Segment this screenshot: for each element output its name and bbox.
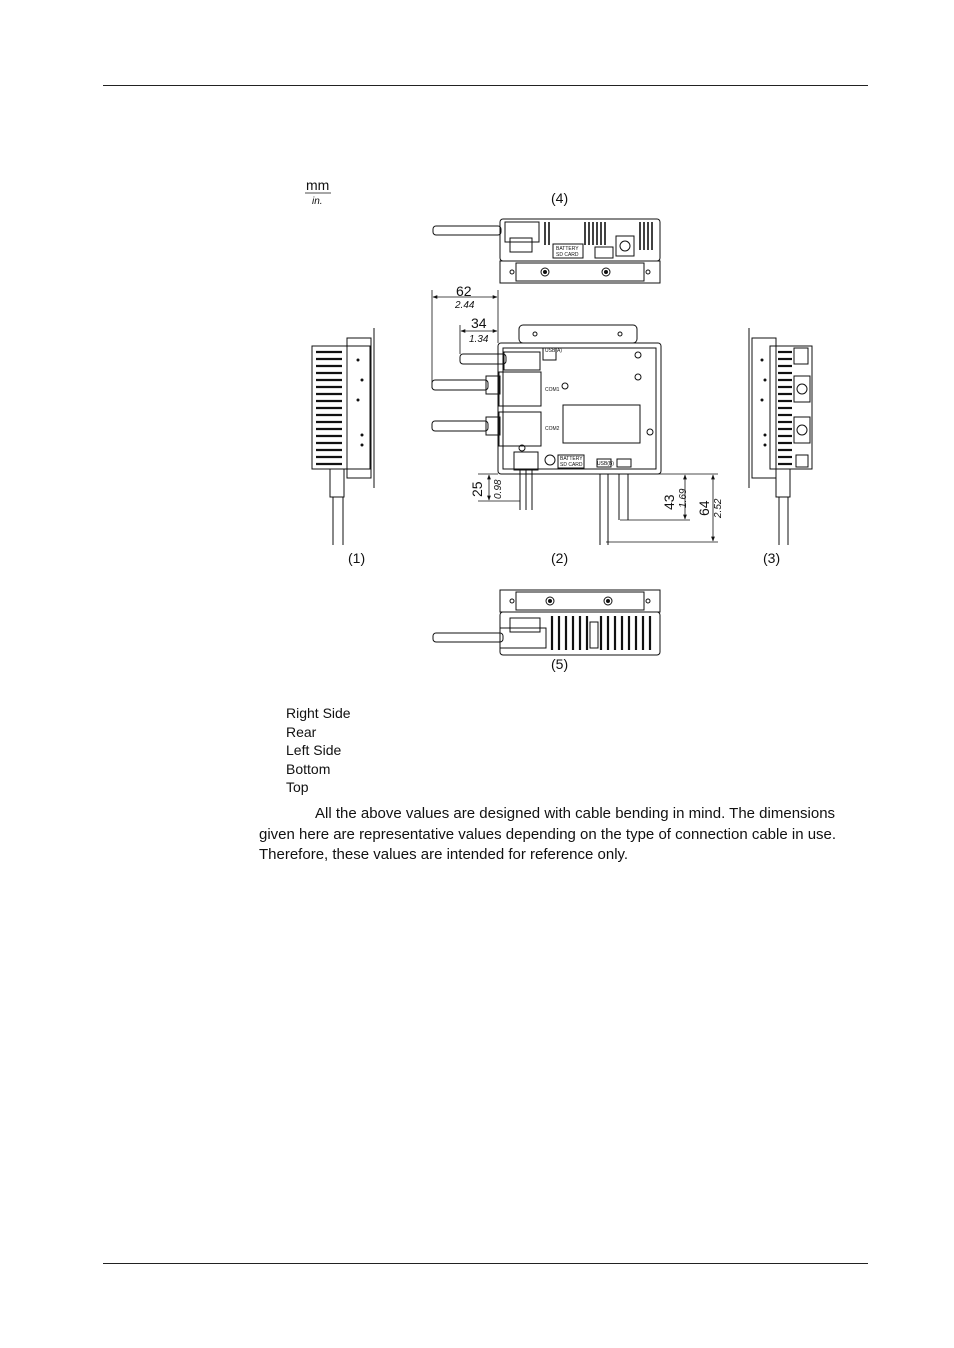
battery-marking: BATTERY <box>560 456 583 462</box>
legend-item-rear: Rear <box>286 723 317 740</box>
legend-item-right-side: Right Side <box>286 705 351 721</box>
dim-34-in: 1.34 <box>469 334 489 345</box>
bottom-view <box>433 590 660 655</box>
dim-43-in: 1.69 <box>678 488 689 508</box>
com2-marking: COM2 <box>545 426 560 432</box>
view-label-left-side: (1) <box>348 550 366 566</box>
legend-item-bottom: Bottom <box>286 760 331 777</box>
sd-card-marking: SD CARD <box>560 462 583 468</box>
unit-mm: mm <box>306 177 330 193</box>
view-label-rear: (2) <box>551 550 569 566</box>
top-view <box>433 219 660 283</box>
view-legend <box>286 704 351 797</box>
left-side-view <box>312 328 374 545</box>
legend-item-left-side: Left Side <box>286 742 342 759</box>
dim-62-mm: 62 <box>456 283 472 299</box>
dim-34-mm: 34 <box>471 315 487 331</box>
usb-b-marking: USB(B) <box>597 461 614 467</box>
view-label-bottom: (5) <box>551 656 569 672</box>
dim-62-in: 2.44 <box>455 300 475 311</box>
unit-in: in. <box>312 196 323 207</box>
dim-25-in: 0.98 <box>493 479 504 499</box>
right-side-view <box>749 328 812 545</box>
view-label-top: (4) <box>551 190 569 206</box>
dim-64-mm: 64 <box>696 500 712 516</box>
top-sd-marking: SD CARD <box>556 252 579 258</box>
footer-rule <box>103 1263 868 1264</box>
dim-43-mm: 43 <box>661 494 677 510</box>
com1-marking: COM1 <box>545 387 560 393</box>
unit-key <box>305 177 331 207</box>
dim-64-in: 2.52 <box>713 498 724 518</box>
usb-a-marking: USB(A) <box>545 348 562 354</box>
rear-view <box>432 325 661 545</box>
dim-25-mm: 25 <box>469 481 485 497</box>
reference-note: All the above values are designed with cable bending in mind. The dimensions given here are representative values depending on the type of connection cable in use. Therefore, these values are intended for reference only. <box>259 805 837 863</box>
view-label-right-side: (3) <box>763 550 781 566</box>
top-battery-marking: BATTERY <box>556 246 579 252</box>
legend-item-top: Top <box>286 779 309 796</box>
